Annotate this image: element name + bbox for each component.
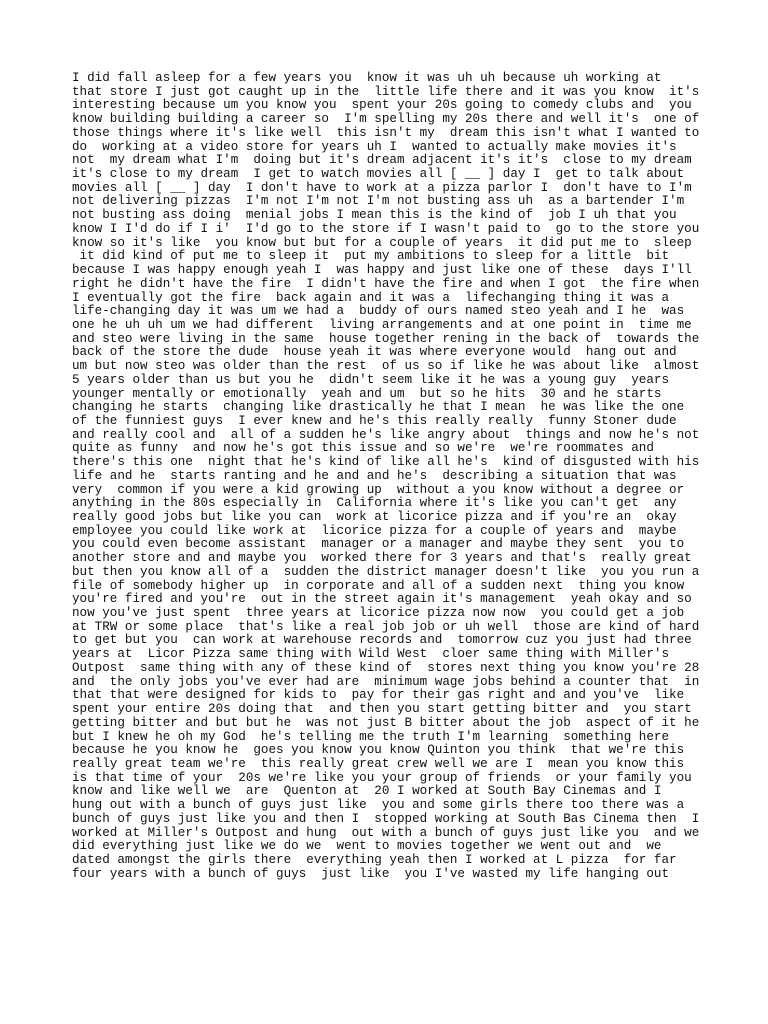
transcript-line: not my dream what I'm doing but it's dream adjacent it's it's close to my dream (72, 153, 692, 168)
transcript-line: at TRW or some place that's like a real job job or uh well those are kind of hard (72, 619, 700, 634)
transcript-line: anything in the 80s especially in California where it's like you can't get any (72, 496, 677, 511)
transcript-line: is that time of your 20s we're like you your group of friends or your family you (72, 770, 692, 785)
transcript-line: dated amongst the girls there everything yeah then I worked at L pizza for far (72, 852, 677, 867)
transcript-line: back of the store the dude house yeah it was where everyone would hang out and (72, 345, 677, 360)
transcript-line: life-changing day it was um we had a buddy of ours named steo yeah and I he was (72, 304, 685, 319)
transcript-line: did everything just like we do we went to movies together we went out and we (72, 839, 662, 854)
transcript-line: Outpost same thing with any of these kind of stores next thing you know you're 28 (72, 660, 700, 675)
transcript-line: you could even become assistant manager or a manager and maybe they sent you to (72, 537, 685, 552)
transcript-line: worked at Miller's Outpost and hung out with a bunch of guys just like you and we (72, 825, 700, 840)
transcript-line: I did fall asleep for a few years you know it was uh uh because uh working at (72, 71, 662, 85)
transcript-line: and steo were living in the same house together rening in the back of towards the (72, 331, 700, 346)
transcript-line: know building building a career so I'm spelling my 20s there and well it's one of (72, 112, 700, 127)
transcript-line: spent your entire 20s doing that and then you start getting bitter and you start (72, 702, 692, 717)
transcript-line: years at Licor Pizza same thing with Wild West cloer same thing with Miller's (72, 647, 670, 662)
transcript-line: now you've just spent three years at licorice pizza now now you could get a job (72, 606, 685, 621)
transcript-line: you're fired and you're out in the street again it's management yeah okay and so (72, 592, 692, 607)
transcript-line: of the funniest guys I ever knew and he's this really really funny Stoner dude (72, 413, 677, 428)
transcript-line: but I knew he oh my God he's telling me the truth I'm learning something here (72, 729, 670, 744)
transcript-line: hung out with a bunch of guys just like you and some girls there too there was a (72, 798, 685, 813)
transcript-line: that store I just got caught up in the little life there and it was you know it's (72, 84, 700, 99)
transcript-line: really good jobs but like you can work at licorice pizza and if you're an okay (72, 510, 677, 524)
transcript-line: getting bitter and but but he was not just B bitter about the job aspect of it he (72, 715, 700, 730)
transcript-line: not delivering pizzas I'm not I'm not I'm not busting ass uh as a bartender I'm (72, 194, 685, 209)
transcript-line: but then you know all of a sudden the district manager doesn't like you you run a (72, 564, 700, 579)
transcript-line: another store and and maybe you worked there for 3 years and that's really great (72, 551, 692, 566)
transcript-line: right he didn't have the fire I didn't have the fire and when I got the fire when (72, 276, 700, 291)
transcript-line: 5 years older than us but you he didn't seem like it he was a young guy years (72, 372, 670, 387)
transcript-line: and the only jobs you've ever had are minimum wage jobs behind a counter that in (72, 674, 700, 689)
transcript-line: bunch of guys just like you and then I stopped working at South Bas Cinema then I (72, 811, 700, 826)
transcript-line: quite as funny and now he's got this issue and so we're we're roommates and (72, 441, 654, 456)
transcript-line: that that were designed for kids to pay for their gas right and and you've like (72, 688, 685, 703)
transcript-line: movies all [ __ ] day I don't have to work at a pizza parlor I don't have to I'm (72, 180, 692, 195)
transcript-line: and really cool and all of a sudden he's like angry about things and now he's not (72, 427, 700, 442)
transcript-line: um but now steo was older than the rest of us so if like he was about like almost (72, 359, 700, 374)
transcript-line: really great team we're this really great crew well we are I mean you know this (72, 756, 685, 771)
transcript-line: do working at a video store for years uh I wanted to actually make movies it's (72, 139, 677, 154)
transcript-line: very common if you were a kid growing up without a you know without a degree or (72, 482, 685, 497)
transcript-line: not busting ass doing menial jobs I mean this is the kind of job I uh that you (72, 208, 677, 223)
transcript-text (72, 72, 712, 881)
transcript-line: there's this one night that he's kind of like all he's kind of disgusted with his (72, 455, 700, 470)
transcript-line: know and like well we are Quenton at 20 I worked at South Bay Cinemas and I (72, 784, 662, 799)
transcript-line: I eventually got the fire back again and it was a lifechanging thing it was a (72, 290, 670, 305)
transcript-line: one he uh uh um we had different living arrangements and at one point in time me (72, 317, 692, 332)
transcript-line: changing he starts changing like drastically he that I mean he was like the one (72, 400, 685, 415)
transcript-line: because I was happy enough yeah I was happy and just like one of these days I'll (72, 263, 692, 278)
transcript-line: younger mentally or emotionally yeah and um but so he hits 30 and he starts (72, 386, 662, 401)
transcript-line: know so it's like you know but but for a couple of years it did put me to sleep (72, 235, 692, 250)
transcript-line: interesting because um you know you spent your 20s going to comedy clubs and you (72, 98, 692, 113)
transcript-line: because he you know he goes you know you know Quinton you think that we're this (72, 743, 685, 758)
transcript-line: those things where it's like well this isn't my dream this isn't what I wanted to (72, 125, 700, 140)
transcript-line: file of somebody higher up in corporate and all of a sudden next thing you know (72, 578, 685, 593)
transcript-line: it's close to my dream I get to watch movies all [ __ ] day I get to talk about (72, 167, 685, 182)
transcript-line: know I I'd do if I i' I'd go to the store if I wasn't paid to go to the store you (72, 221, 700, 236)
transcript-line: life and he starts ranting and he and and he's describing a situation that was (72, 468, 677, 483)
transcript-line: employee you could like work at licorice pizza for a couple of years and maybe (72, 523, 677, 538)
transcript-line: four years with a bunch of guys just like you I've wasted my life hanging out (72, 866, 670, 881)
transcript-line: to get but you can work at warehouse records and tomorrow cuz you just had three (72, 633, 692, 648)
transcript-line: it did kind of put me to sleep it put my ambitions to sleep for a little bit (72, 249, 670, 264)
